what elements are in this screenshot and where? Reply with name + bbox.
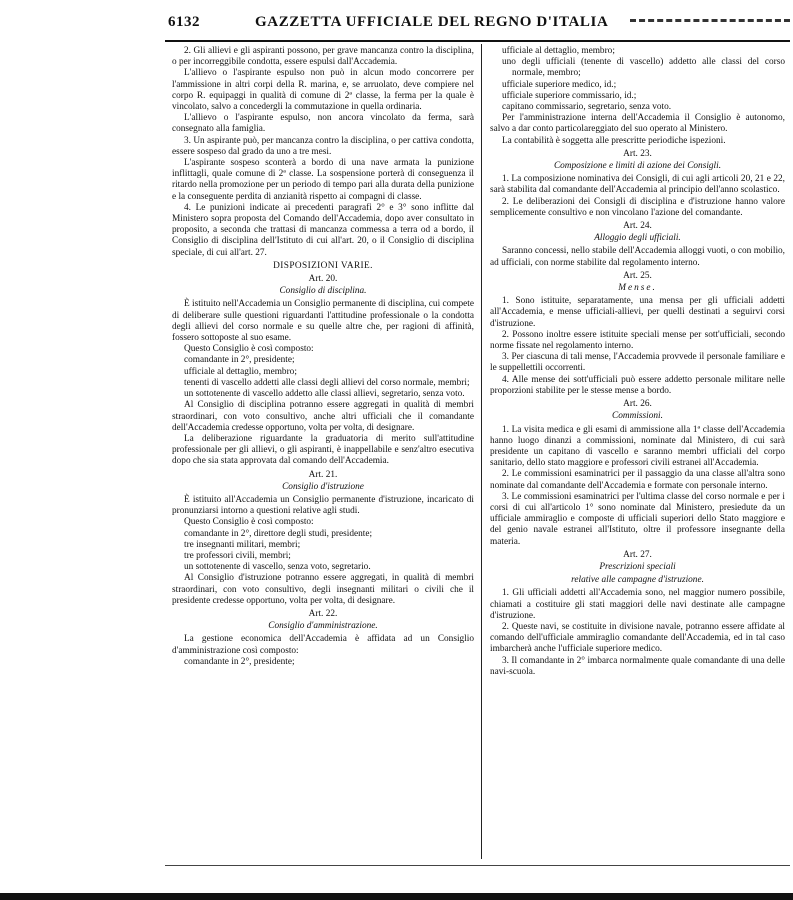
paragraph: 2. Le commissioni esaminatrici per il passaggio da una classe all'altra sono nominate dal comandante dell'Accademia e formate con personale interno. <box>490 469 785 491</box>
header-ornament <box>630 19 790 27</box>
paragraph: L'allievo o l'aspirante espulso, non ancora vincolato da ferma, sarà consegnato alla famiglia. <box>172 113 474 135</box>
list-item: ufficiale al dettaglio, membro; <box>502 46 615 56</box>
footer-rule <box>165 865 790 866</box>
paragraph: 4. Alle mense dei sott'ufficiali può essere addetto personale militare nelle proporzioni stabilite per le stesse mense a bordo. <box>490 374 785 396</box>
list-item: uno degli ufficiali (tenente di vascello) addetto alle classi del corso normale, membro; <box>502 57 785 79</box>
list-item: ufficiale superiore medico, id.; <box>502 79 617 90</box>
page-title: GAZZETTA UFFICIALE DEL REGNO D'ITALIA <box>255 14 609 30</box>
paragraph: 3. Un aspirante può, per mancanza contro la disciplina, o per cattiva condotta, essere sospeso dal grado da uno a tre mesi. <box>172 135 474 157</box>
paragraph: Saranno concessi, nello stabile dell'Accademia alloggi vuoti, o con mobilio, ad ufficiali, con norme stabilite dal regolamento interno. <box>490 246 785 268</box>
article-number: Art. 20. <box>308 274 338 285</box>
list-item: un sottotenente di vascello addetto alle classi allievi, segretario, senza voto. <box>184 389 465 400</box>
list-item: ufficiale superiore commissario, id.; <box>502 90 637 101</box>
paragraph: 3. Le commissioni esaminatrici per l'ultima classe del corso normale e per i corsi di cui all'articolo 1° sono nominate dal Ministero, presiedute da un ufficiale ammiraglio e composte di ufficiali superiori dello Stato maggiore e del genio navale estranei all'Istituto, oltre il professore insegnante della materia. <box>490 491 785 547</box>
paragraph: 1. Sono istituite, separatamente, una mensa per gli ufficiali addetti all'Accademia, e mense ufficiali-allievi, per quelli destinati a seguirvi corsi d'istruzione. <box>490 296 785 329</box>
list-item: tenenti di vascello addetti alle classi degli allievi del corso normale, membri; <box>184 377 470 388</box>
paragraph: Questo Consiglio è così composto: <box>184 344 314 355</box>
paragraph: L'allievo o l'aspirante espulso non può in alcun modo concorrere per l'ammissione in altri corpi della R. marina, e, se arruolato, deve compiere nel corpo R. equipaggi in qualità di comune di 2ª classe, la ferma per la quale è vincolato, salvo a concedergli la commutazione in quella ordinaria. <box>172 68 474 113</box>
paragraph: 1. La visita medica e gli esami di ammissione alla 1ª classe dell'Accademia hanno luogo dinanzi a commissioni, nominate dal Ministero, di cui sarà presidente un capitano di vascello e saranno membri ufficiali del corpo sanitario, dello stato maggiore e professori civili estranei all'Accademia. <box>490 424 785 469</box>
paragraph: È istituito all'Accademia un Consiglio permanente d'istruzione, incaricato di pronunziarsi intorno a questioni relative agli studi. <box>172 494 474 517</box>
paragraph: 1. Gli ufficiali addetti all'Accademia sono, nel maggior numero possibile, chiamati a costituire gli stati maggiori delle navi destinate alle campagne d'istruzione. <box>490 588 785 621</box>
article-heading: Consiglio d'amministrazione. <box>268 621 378 632</box>
article-number: Art. 23. <box>623 148 652 159</box>
paragraph: La deliberazione riguardante la graduatoria di merito sull'attitudine professionale per gli allievi, o gli aspiranti, è inappellabile e senz'altro esecutiva dopo che sia stata approvata dal comando dell'Accademia. <box>172 433 474 467</box>
paragraph: 4. Le punizioni indicate ai precedenti paragrafi 2° e 3° sono inflitte dal Ministero sopra proposta del Comando dell'Accademia, dopo aver consultato in proposito, a seconda che trattasi di mancanza commessa a terra od a bordo, il Consiglio di disciplina dell'Istituto di cui all'art. 20, o il Consiglio di disciplina speciale, di cui all'art. 27. <box>172 202 474 258</box>
paragraph: L'aspirante sospeso sconterà a bordo di una nave armata la punizione inflittagli, quale comune di 2ª classe. La sospensione porterà di conseguenza il ritardo nella promozione per un periodo di tempo pari alla durata della punizione e la conseguente perdita di anzianità rispetto ai compagni di classe. <box>172 158 474 202</box>
paragraph: 1. La composizione nominativa dei Consigli, di cui agli articoli 20, 21 e 22, sarà stabilita dal comandante dell'Accademia al principio dell'anno scolastico. <box>490 174 785 196</box>
list-item: comandante in 2°, presidente; <box>184 656 295 667</box>
article-heading: Consiglio di disciplina. <box>279 286 367 297</box>
list-item: un sottotenente di vascello, senza voto, segretario. <box>184 562 371 573</box>
paragraph: 2. Gli allievi e gli aspiranti possono, per grave mancanza contro la disciplina, o per incorreggibile condotta, essere espulsi dall'Accademia. <box>172 46 474 68</box>
list-item: comandante in 2°, presidente; <box>184 355 295 366</box>
article-number: Art. 25. <box>623 270 652 281</box>
column-divider <box>481 44 482 859</box>
article-number: Art. 24. <box>623 221 652 232</box>
article-number: Art. 26. <box>623 399 652 410</box>
article-heading: Commissioni. <box>612 411 663 422</box>
list-item: ufficiale al dettaglio, membro; <box>184 366 297 377</box>
page-header <box>0 14 793 38</box>
list-item: capitano commissario, segretario, senza voto. <box>502 102 672 113</box>
list-item: comandante in 2°, direttore degli studi, presidente; <box>184 528 373 539</box>
paragraph: 3. Il comandante in 2° imbarca normalmente quale comandante di una delle navi-scuola. <box>490 655 785 677</box>
article-heading: Mense. <box>618 283 657 294</box>
list-item: tre professori civili, membri; <box>184 550 291 561</box>
section-heading: DISPOSIZIONI VARIE. <box>273 260 373 271</box>
paragraph: 2. Possono inoltre essere istituite speciali mense per sott'ufficiali, secondo norme fissate nel regolamento interno. <box>490 329 785 352</box>
scan-edge <box>0 893 793 900</box>
paragraph: È istituito nell'Accademia un Consiglio permanente di disciplina, cui compete di deliberare sulle questioni riguardanti l'attitudine professionale o la condotta degli allievi del corso normale e su quelle altre che, per ragioni di affinità, fossero sottoposte al suo esame. <box>172 299 474 344</box>
paragraph: 3. Per ciascuna di tali mense, l'Accademia provvede il personale familiare e le suppellettili occorrenti. <box>490 352 785 374</box>
header-rule <box>165 40 790 42</box>
article-heading: Prescrizioni speciali <box>599 561 676 572</box>
article-subheading: relative alle campagne d'istruzione. <box>571 575 704 586</box>
paragraph: 2. Queste navi, se costituite in divisione navale, potranno essere affidate al comando dell'ufficiale ammiraglio comandante dell'Accademia, ed in tal caso imbarcherà anche l'ufficiale superiore medico. <box>490 621 785 655</box>
paragraph: 2. Le deliberazioni dei Consigli di disciplina e d'istruzione hanno valore semplicemente consultivo e non vincolano l'azione del comandante. <box>490 196 785 218</box>
page-number: 6132 <box>168 14 200 30</box>
article-heading: Alloggio degli ufficiali. <box>594 233 681 244</box>
article-heading: Consiglio d'istruzione <box>282 481 364 492</box>
right-column <box>490 46 785 678</box>
article-number: Art. 27. <box>623 549 652 560</box>
article-number: Art. 22. <box>308 608 338 619</box>
paragraph: Al Consiglio d'istruzione potranno essere aggregati, in qualità di membri straordinari, con voto consultivo, degli insegnanti militari o civili che il presidente credesse opportuno, volta per volta, di designare. <box>172 573 474 606</box>
list-item: tre insegnanti militari, membri; <box>184 539 301 550</box>
paragraph: Questo Consiglio è così composto: <box>184 517 314 528</box>
paragraph: Al Consiglio di disciplina potranno essere aggregati in qualità di membri straordinari, con voto consultivo, anche altri ufficiali che il comandante dell'Accademia credesse opportuno, volta per volta, di designare. <box>172 400 474 433</box>
paragraph: Per l'amministrazione interna dell'Accademia il Consiglio è autonomo, salvo a dar conto particolareggiato del suo operato al Ministero. <box>490 113 785 135</box>
article-number: Art. 21. <box>308 469 338 480</box>
left-column <box>172 46 474 668</box>
paragraph: La gestione economica dell'Accademia è affidata ad un Consiglio d'amministrazione così composto: <box>172 634 474 656</box>
paragraph: La contabilità è soggetta alle prescritte periodiche ispezioni. <box>502 135 726 146</box>
article-heading: Composizione e limiti di azione dei Consigli. <box>553 161 722 172</box>
